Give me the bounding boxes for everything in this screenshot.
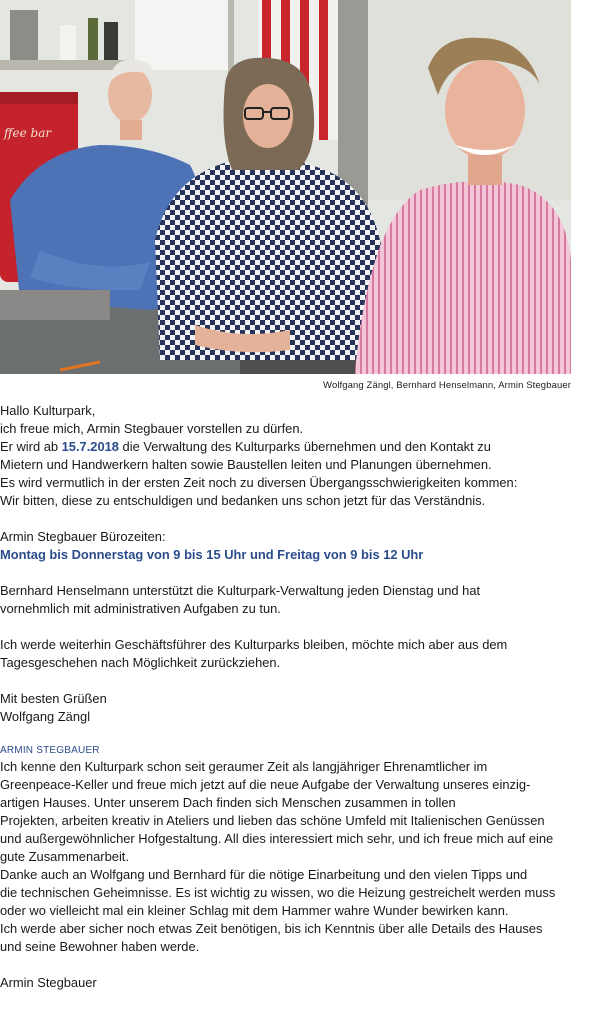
henselmann-line-2: vornehmlich mit administrativen Aufgaben zu tun. [0, 601, 281, 616]
statement-line: und seine Bewohner haben werde. [0, 939, 200, 954]
intro-line: ich freue mich, Armin Stegbauer vorstellen zu dürfen. [0, 421, 304, 436]
zaengl-line-1: Ich werde weiterhin Geschäftsführer des Kulturparks bleiben, möchte mich aber aus dem [0, 637, 508, 652]
start-line-pre: Er wird ab [0, 439, 62, 454]
group-photo-illustration [0, 0, 571, 374]
signature-stegbauer: Armin Stegbauer [0, 975, 97, 990]
letter-body [0, 402, 590, 992]
statement-line: die technischen Geheimnisse. Es ist wichtig zu wissen, wo die Heizung gestreichelt werden muss [0, 885, 556, 900]
statement-line: gute Zusammenarbeit. [0, 849, 129, 864]
statement-line: Ich kenne den Kulturpark schon seit geraumer Zeit als langjähriger Ehrenamtlicher im [0, 759, 488, 774]
henselmann-line-1: Bernhard Henselmann unterstützt die Kulturpark-Verwaltung jeden Dienstag und hat [0, 583, 481, 598]
office-hours: Montag bis Donnerstag von 9 bis 15 Uhr und Freitag von 9 bis 12 Uhr [0, 547, 424, 562]
statement-line: artigen Hauses. Unter unserem Dach finden sich Menschen zusammen in tollen [0, 795, 456, 810]
greeting: Hallo Kulturpark, [0, 403, 96, 418]
tasks-line: Mietern und Handwerkern halten sowie Baustellen leiten und Planungen übernehmen. [0, 457, 492, 472]
group-photo [0, 0, 571, 374]
signature-zaengl: Wolfgang Zängl [0, 709, 91, 724]
photo-caption: Wolfgang Zängl, Bernhard Henselmann, Armin Stegbauer [323, 380, 571, 391]
start-date: 15.7.2018 [61, 439, 119, 454]
statement-line: Projekten, arbeiten kreativ in Ateliers und lieben das schöne Umfeld mit Italienischen Genüssen [0, 813, 545, 828]
closing: Mit besten Grüßen [0, 691, 107, 706]
difficulties-line: Es wird vermutlich in der ersten Zeit noch zu diversen Übergangsschwierigkeiten kommen: [0, 475, 518, 490]
office-hours-label: Armin Stegbauer Bürozeiten: [0, 529, 166, 544]
statement-line: Greenpeace-Keller und freue mich jetzt auf die neue Aufgabe der Verwaltung unseres einzig- [0, 777, 531, 792]
statement-line: und außergewöhnlicher Hofgestaltung. All dies interessiert mich sehr, und ich freue mich auf eine [0, 831, 554, 846]
statement-line: Ich werde aber sicher noch etwas Zeit benötigen, bis ich Kenntnis über alle Details des Hauses [0, 921, 543, 936]
zaengl-line-2: Tagesgeschehen nach Möglichkeit zurückziehen. [0, 655, 281, 670]
statement-line: Danke auch an Wolfgang und Bernhard für die nötige Einarbeitung und den vielen Tipps und [0, 867, 528, 882]
start-line-post: die Verwaltung des Kulturparks übernehmen und den Kontakt zu [118, 439, 491, 454]
machine-label: ffee bar [4, 126, 52, 140]
start-line [0, 438, 590, 456]
statement-line: oder wo vielleicht mal ein kleiner Schlag mit dem Hammer wahre Wunder bewirken kann. [0, 903, 509, 918]
statement-heading: ARMIN STEGBAUER [0, 745, 100, 756]
thanks-line: Wir bitten, diese zu entschuldigen und bedanken uns schon jetzt für das Verständnis. [0, 493, 486, 508]
